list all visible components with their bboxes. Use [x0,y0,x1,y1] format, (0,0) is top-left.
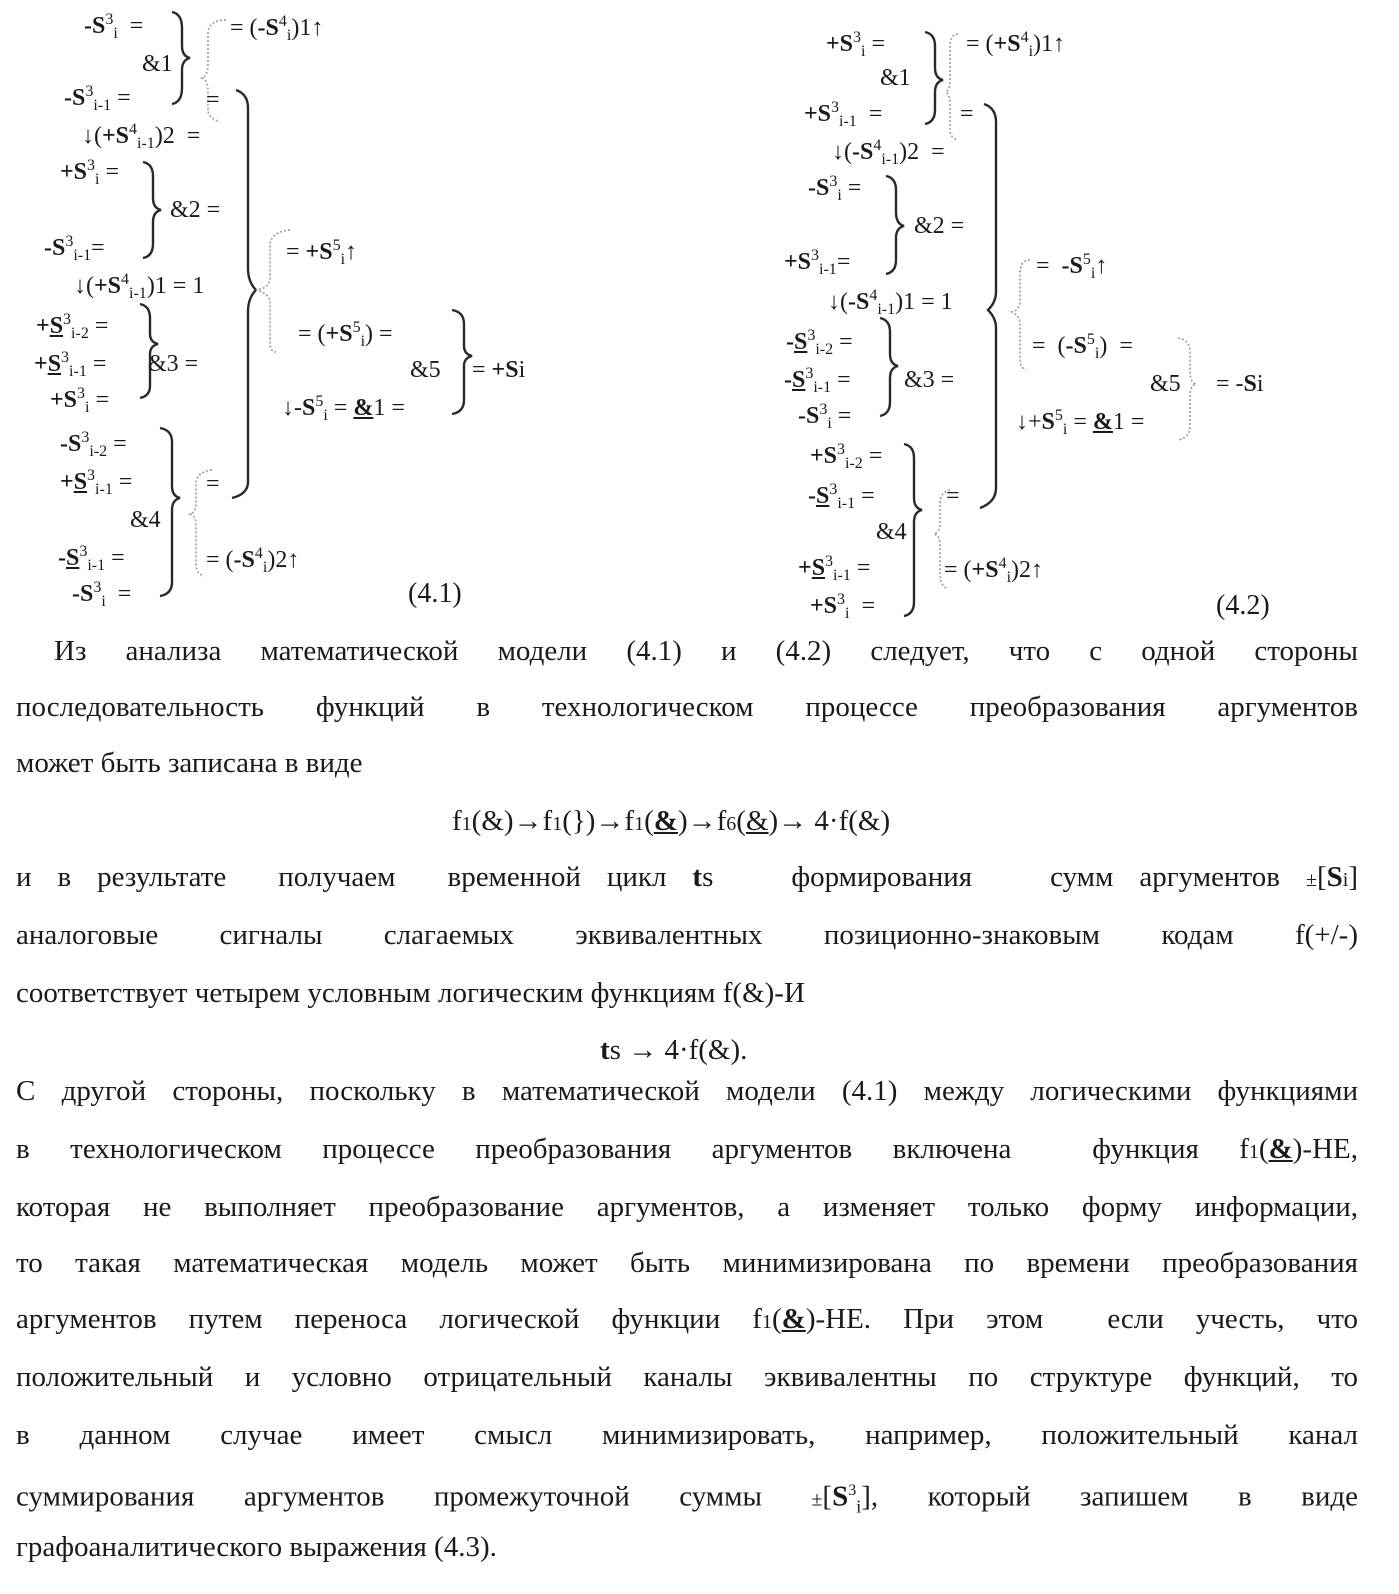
right-r8: -S3i-1 = [784,368,851,392]
left-r14: -S3i = [72,582,131,606]
right-r10: ↓+S5i = &1 = [1016,410,1144,434]
text-line-2: последовательность функций в технологическом процессе преобразования аргументов [16,690,1358,724]
brace-and4-left [160,428,180,596]
right-r2: +S3i-1 = [804,102,882,126]
left-top-out: = (-S4i)1↑ [230,16,323,40]
left-amp1: &1 [142,52,173,76]
left-r3: ↓(+S4i-1)2 = [82,124,200,148]
brace-and1-right [925,32,943,124]
right-r7: -S3i-2 = [786,330,853,354]
right-r9: -S3i = [798,404,851,428]
brace-and5-left [452,310,472,414]
right-eq-b: = [946,484,960,508]
left-eq-b: = [206,472,220,496]
text-line-15: графоаналитического выражения (4.3). [16,1530,1358,1564]
brace-and3-right [880,318,898,416]
formula-ts: ts → 4·f(&). [600,1034,747,1067]
text-line-6: соответствует четырем условным логическим функциям f(&)-И [16,976,1358,1010]
left-r2: -S3i-1 = [64,86,131,110]
left-r6: ↓(+S4i-1)1 = 1 [74,274,204,298]
brace-and1-left [172,12,190,104]
text-line-4: и в результате получаем временной цикл ts формирования сумм аргументов ±[Si] [16,860,1358,897]
left-amp5: &5 [410,358,441,382]
right-amp2: &2 = [914,214,964,238]
text-line-7: С другой стороны, поскольку в математической модели (4.1) между логическими функциями [16,1074,1358,1108]
left-r1: -S3i = [84,14,143,38]
right-amp4: &4 [876,520,907,544]
right-r11: +S3i-2 = [810,444,882,468]
formula-sequence: f1(&)→f1(})→f1(&)→f6(&)→ 4·f(&) [452,805,890,838]
left-r13: -S3i-1 = [58,546,125,570]
left-r12: +S3i-1 = [60,470,132,494]
right-eq-a: = [960,102,974,126]
right-bot-out: = (+S4i)2↑ [944,558,1043,582]
brace-main-left [232,90,256,498]
brace-split-mid-right [1012,260,1030,370]
brace-and5-right [1178,338,1196,440]
left-amp2: &2 = [170,198,220,222]
right-r1: +S3i = [826,32,885,56]
brace-split-mid-left [256,230,290,352]
left-mid-out: = +S5i↑ [286,240,357,264]
text-line-12: положительный и условно отрицательный каналы эквивалентны по структуре функций, то [16,1360,1358,1394]
right-r12: -S3i-1 = [808,484,875,508]
left-r11: -S3i-2 = [60,432,127,456]
right-r4: -S3i = [808,176,861,200]
right-result: = -Si [1216,372,1264,396]
equation-number-4-1: (4.1) [408,578,462,610]
text-line-13: в данном случае имеет смысл минимизировать, например, положительный канал [16,1418,1358,1452]
right-r3: ↓(-S4i-1)2 = [832,140,945,164]
right-mid-out: = -S5i↑ [1036,254,1107,278]
text-line-11: аргументов путем переноса логической функции f1(&)-НЕ. При этом если учесть, что [16,1302,1358,1339]
right-amp5: &5 [1150,372,1181,396]
left-amp4: &4 [130,508,161,532]
text-line-8: в технологическом процессе преобразования аргументов включена функция f1(&)-НЕ, [16,1132,1358,1169]
text-line-9: которая не выполняет преобразование аргументов, а изменяет только форму информации, [16,1190,1358,1224]
text-line-1: Из анализа математической модели (4.1) и (4.2) следует, что с одной стороны [16,634,1358,668]
brace-split-top-right [946,34,958,140]
brace-main-right [980,104,996,508]
left-eq-a: = [206,88,220,112]
text-line-3: может быть записана в виде [16,746,1358,780]
right-r5: +S3i-1= [784,250,850,274]
left-r9: +S3i = [50,388,109,412]
equation-number-4-2: (4.2) [1216,590,1270,622]
left-amp3: &3 = [148,352,198,376]
left-r5: -S3i-1= [44,236,105,260]
text-line-14: суммирования аргументов промежуточной суммы ±[S3i], который запишем в виде [16,1474,1358,1523]
right-r14: +S3i = [810,594,875,618]
right-r13: +S3i-1 = [798,556,870,580]
right-amp3: &3 = [904,368,954,392]
left-result: = +Si [472,358,525,382]
brace-and2-left [143,162,161,258]
brace-and2-right [886,176,904,274]
left-r10: ↓-S5i = &1 = [282,396,405,420]
left-r4: +S3i = [60,160,119,184]
left-r8: +S3i-1 = [34,352,106,376]
right-r6: ↓(-S4i-1)1 = 1 [828,290,953,314]
right-amp1: &1 [880,66,911,90]
text-line-5: аналоговые сигналы слагаемых эквивалентных позиционно-знаковым кодам f(+/-) [16,918,1358,952]
left-r7: +S3i-2 = [36,314,108,338]
left-mid-out2: = (+S5i) = [298,322,393,346]
left-bot-out: = (-S4i)2↑ [206,548,299,572]
right-mid-out2: = (-S5i) = [1032,334,1133,358]
right-top-out: = (+S4i)1↑ [966,32,1065,56]
text-line-10: то такая математическая модель может быть минимизирована по времени преобразования [16,1246,1358,1280]
brace-and4-right [904,444,922,616]
